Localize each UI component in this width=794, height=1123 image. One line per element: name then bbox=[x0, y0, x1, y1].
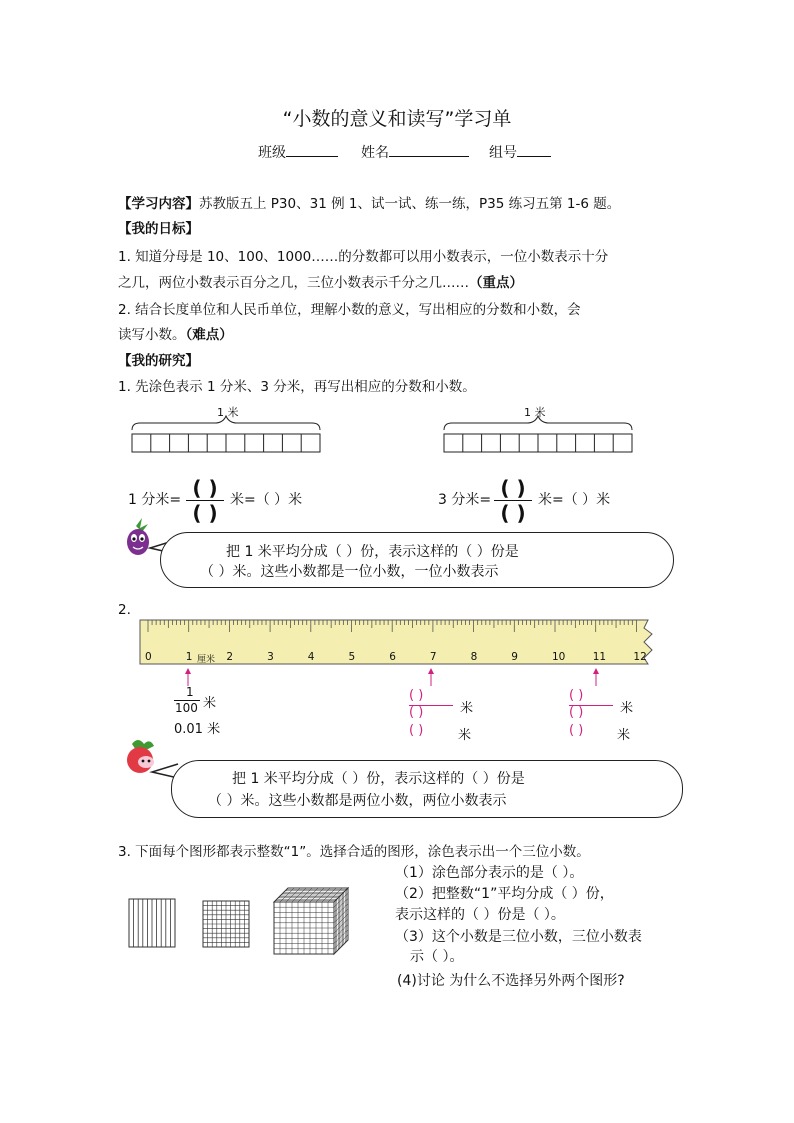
ruler-number: 0 bbox=[145, 651, 152, 663]
ruler-number: 9 bbox=[511, 651, 518, 663]
eq-1-right: 米=（ ）米 bbox=[230, 492, 303, 508]
goal-1-line-1: 1. 知道分母是 10、100、1000……的分数都可以用小数表示，一位小数表示十分 bbox=[118, 249, 609, 265]
bubble-2-line-1: 把 1 米平均分成（ ）份，表示这样的（ ）份是 bbox=[232, 771, 525, 787]
frac-numerator-1: 1 bbox=[186, 685, 194, 699]
goal-1-line-2 bbox=[118, 271, 523, 291]
q3-item-2a: （2）把整数“1”平均分成（ ）份， bbox=[395, 886, 614, 902]
ruler-number: 7 bbox=[429, 651, 437, 663]
content-text: 苏教版五上 P30、31 例 1、试一试、练一练，P35 练习五第 1-6 题。 bbox=[199, 196, 621, 212]
goal-2-text: 读写小数。 bbox=[118, 327, 186, 343]
eq-2-fraction[interactable]: ( ) ( ) bbox=[492, 476, 534, 525]
blank-decimal-7[interactable]: ( ) bbox=[409, 723, 424, 738]
class-field[interactable] bbox=[258, 142, 338, 162]
tenths-strip-grid[interactable] bbox=[128, 898, 178, 950]
ruler-number: 1 bbox=[185, 651, 193, 663]
bar-2-label: 1 米 bbox=[524, 406, 546, 419]
page-title: “小数的意义和读写”学习单 bbox=[282, 108, 512, 130]
ruler-number: 12 bbox=[633, 651, 647, 663]
goal-2-line-2 bbox=[118, 323, 233, 343]
eq-1-left: 1 分米= bbox=[128, 492, 182, 508]
bubble-1-line-1: 把 1 米平均分成（ ）份，表示这样的（ ）份是 bbox=[226, 544, 519, 560]
question-3: 3. 下面每个图形都表示整数“1”。选择合适的图形，涂色表示出一个三位小数。 bbox=[118, 844, 590, 860]
blank-denominator-11[interactable]: ( ) bbox=[569, 705, 584, 720]
name-field[interactable] bbox=[361, 142, 469, 162]
name-label: 姓名 bbox=[361, 145, 389, 161]
difficult-point-tag: （难点） bbox=[185, 327, 233, 343]
q3-item-4: (4)讨论 为什么不选择另外两个图形? bbox=[397, 973, 625, 989]
meter-bar-1[interactable] bbox=[130, 416, 325, 460]
thousandths-cube[interactable] bbox=[272, 886, 352, 956]
group-label: 组号 bbox=[489, 145, 517, 161]
question-1: 1. 先涂色表示 1 分米、3 分米，再写出相应的分数和小数。 bbox=[118, 379, 476, 395]
meter-unit-7b: 米 bbox=[458, 728, 472, 743]
ruler-unit-label: 厘米 bbox=[197, 655, 216, 665]
content-line bbox=[118, 192, 620, 212]
decimal-0-01: 0.01 米 bbox=[174, 722, 221, 737]
meter-unit-11b: 米 bbox=[617, 728, 631, 743]
q3-item-3a: （3）这个小数是三位小数，三位小数表 bbox=[395, 929, 642, 945]
key-point-tag: （重点） bbox=[469, 275, 523, 291]
goals-label: 【我的日标】 bbox=[118, 221, 199, 237]
eq-2-left: 3 分米= bbox=[438, 492, 492, 508]
arrow-at-7cm bbox=[426, 668, 436, 688]
eq-1-fraction[interactable]: ( ) ( ) bbox=[184, 476, 226, 525]
class-label: 班级 bbox=[258, 145, 286, 161]
frac-denominator-100: 100 bbox=[175, 701, 198, 715]
ruler-number: 6 bbox=[389, 651, 396, 663]
research-label: 【我的研究】 bbox=[118, 353, 199, 369]
ruler bbox=[138, 618, 658, 668]
ruler-number: 10 bbox=[552, 651, 566, 663]
blank-denominator-7[interactable]: ( ) bbox=[409, 705, 424, 720]
content-label: 【学习内容】 bbox=[118, 196, 199, 212]
ruler-number: 3 bbox=[267, 651, 274, 663]
ruler-number: 11 bbox=[592, 651, 607, 663]
arrow-at-11cm bbox=[591, 668, 601, 688]
bubble-2-line-2: （ ）米。这些小数都是两位小数，两位小数表示 bbox=[208, 793, 507, 809]
meter-unit-11a: 米 bbox=[620, 701, 634, 716]
meter-bar-2[interactable] bbox=[442, 416, 637, 460]
ruler-number: 8 bbox=[470, 651, 478, 663]
bar-1-label: 1 米 bbox=[217, 406, 239, 419]
hundredths-square-grid[interactable] bbox=[202, 900, 252, 950]
blank-numerator-11[interactable]: ( ) bbox=[569, 688, 584, 703]
meter-unit-1: 米 bbox=[203, 696, 217, 711]
bubble-1-line-2: （ ）米。这些小数都是一位小数，一位小数表示 bbox=[200, 564, 499, 580]
ruler-number: 2 bbox=[226, 651, 234, 663]
goal-2-line-1: 2. 结合长度单位和人民币单位，理解小数的意义，写出相应的分数和小数，会 bbox=[118, 302, 581, 318]
blank-decimal-11[interactable]: ( ) bbox=[569, 723, 584, 738]
goal-1-text: 之几，两位小数表示百分之几，三位小数表示千分之几…… bbox=[118, 275, 469, 291]
q3-item-2b: 表示这样的（ ）份是（ ）。 bbox=[395, 907, 565, 923]
group-field[interactable] bbox=[489, 142, 551, 162]
q3-item-3b: 示（ ）。 bbox=[410, 949, 464, 965]
blank-numerator-7[interactable]: ( ) bbox=[409, 688, 424, 703]
ruler-number: 5 bbox=[348, 651, 356, 663]
question-2: 2. bbox=[118, 602, 131, 618]
ruler-number: 4 bbox=[307, 651, 315, 663]
q3-item-1: （1）涂色部分表示的是（ ）。 bbox=[395, 865, 584, 881]
meter-unit-7a: 米 bbox=[460, 701, 474, 716]
eq-2-right: 米=（ ）米 bbox=[538, 492, 611, 508]
